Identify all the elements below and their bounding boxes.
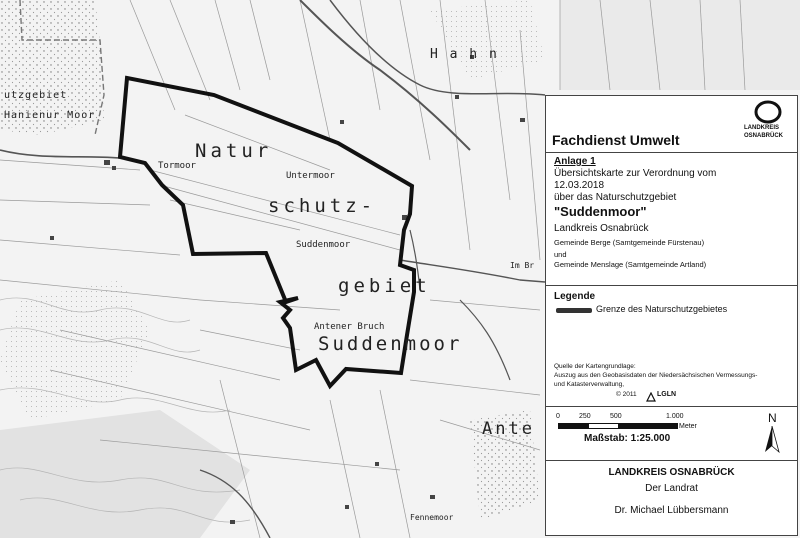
divider <box>546 285 797 286</box>
map-label-antener-bruch: Antener Bruch <box>314 322 385 332</box>
map-label-untermoor: Untermoor <box>286 171 335 181</box>
scale-bar <box>558 423 678 429</box>
department-title: Fachdienst Umwelt <box>552 132 680 148</box>
footer-role: Der Landrat <box>645 483 698 494</box>
annex-label: Anlage 1 <box>554 156 596 167</box>
map-label-hahn: H a h n <box>430 47 499 62</box>
map-label-fennemoor: Fennemoor <box>410 513 454 522</box>
lgln-logo-icon <box>646 389 656 399</box>
map-label-ante: Ante <box>482 419 535 439</box>
map-label-hanienur-moor: Hanienur Moor <box>4 110 96 121</box>
landkreis-name: Landkreis Osnabrück <box>554 223 649 234</box>
reserve-subject: über das Naturschutzgebiet <box>554 192 677 203</box>
map-label-schutzgebiet-top: utzgebiet <box>4 90 68 101</box>
district-logo-icon <box>753 100 783 124</box>
divider <box>546 152 797 153</box>
scale-tick-500: 500 <box>610 413 622 420</box>
source-line-2: und Katasterverwaltung, <box>554 381 625 388</box>
legend-panel <box>545 95 798 536</box>
map-label-schutz: schutz- <box>268 195 377 217</box>
copyright-year: © 2011 <box>616 391 637 398</box>
scale-tick-250: 250 <box>579 413 591 420</box>
map-label-im-br: Im Br <box>510 261 535 270</box>
map-label-suddenmoor: Suddenmoor <box>318 333 463 355</box>
reserve-name: "Suddenmoor" <box>554 204 647 219</box>
map-label-suddenmoor-small: Suddenmoor <box>296 240 351 250</box>
legend-title: Legende <box>554 291 596 302</box>
source-heading: Quelle der Kartengrundlage: <box>554 363 636 370</box>
lgln-text: LGLN <box>657 391 677 398</box>
map-label-natur: Natur <box>195 140 273 162</box>
logo-text-osnabrueck: OSNABRÜCK <box>744 133 783 139</box>
north-label: N <box>768 411 777 425</box>
north-arrow-icon <box>763 426 781 454</box>
scale-tick-1000: 1.000 <box>666 413 684 420</box>
divider <box>546 460 797 461</box>
municipality-berge: Gemeinde Berge (Samtgemeinde Fürstenau) <box>554 238 705 247</box>
map-label-tormoor: Tormoor <box>158 161 196 171</box>
map-scale: Maßstab: 1:25.000 <box>584 433 671 444</box>
legend-boundary-symbol <box>556 308 592 313</box>
map-label-gebiet: gebiet <box>338 275 431 297</box>
scale-tick-0: 0 <box>556 413 560 420</box>
woodland-northeast <box>560 0 800 90</box>
legend-boundary-label: Grenze des Naturschutzgebietes <box>596 304 728 314</box>
ordinance-date: 12.03.2018 <box>554 180 605 191</box>
source-line-1: Auszug aus den Geobasisdaten der Niedersächsischen Vermessungs- <box>554 372 758 379</box>
footer-authority: LANDKREIS OSNABRÜCK <box>608 467 735 478</box>
municipality-menslage: Gemeinde Menslage (Samtgemeinde Artland) <box>554 260 707 269</box>
divider <box>546 406 797 407</box>
ordinance-text: Übersichtskarte zur Verordnung vom <box>554 168 717 179</box>
conjunction-und: und <box>554 250 567 259</box>
footer-signatory: Dr. Michael Lübbersmann <box>614 505 729 516</box>
logo-text-landkreis: LANDKREIS <box>744 125 780 131</box>
scale-unit: Meter <box>679 423 697 430</box>
